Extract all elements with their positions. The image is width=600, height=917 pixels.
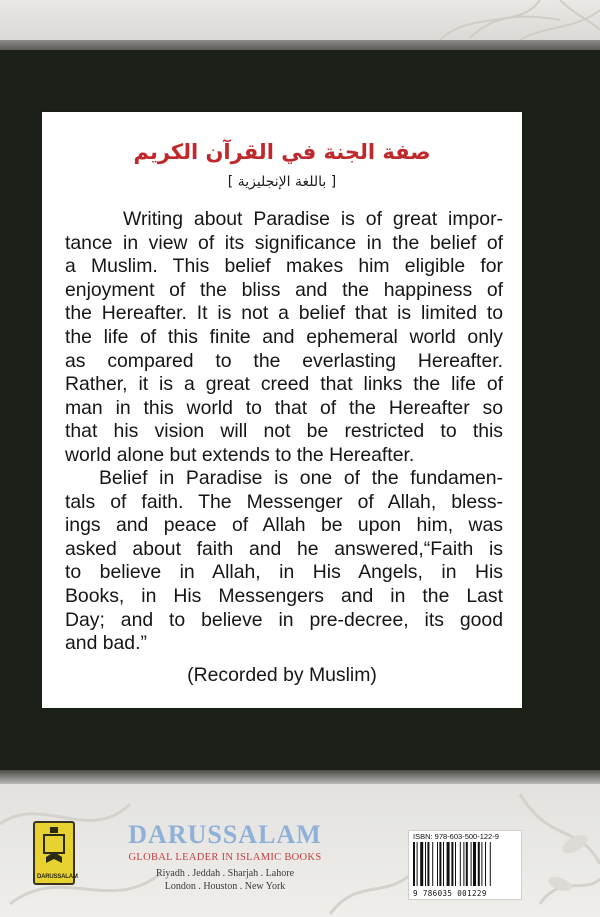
arabic-title: صفة الجنة في القرآن الكريم [133,140,431,164]
publisher-logo [33,821,78,885]
text-line: tance in view of its significance in the belief of [65,231,503,254]
publisher-cities-line-2: London . Houston . New York [164,881,286,892]
text-line: Rather, it is a great creed that links the life of [65,373,503,396]
blurb-paragraph-1 [65,208,503,468]
blurb-paragraph-2 [65,467,503,656]
barcode-digits: 9 786035 001229 [413,889,487,898]
book-emblem-icon [35,825,73,869]
top-decorative-band [0,0,600,40]
text-line: enjoyment of the bliss and the happiness of [65,278,503,301]
barcode-label [408,830,522,900]
publisher-cities-line-1: Riyadh . Jeddah . Sharjah . Lahore [155,868,295,879]
text-line: as compared to the everlasting Hereafter. [65,349,503,372]
barcode-icon [413,842,517,886]
logo-label: DARUSSALAM [37,874,78,880]
isbn-text: ISBN: 978-603-500-122-9 [413,832,499,841]
text-line: and bad.” [65,632,147,655]
top-border-strip [0,40,600,50]
publisher-name: DARUSSALAM [128,820,322,849]
arabic-subtitle: [ باللغة الإنجليزية ] [227,174,337,190]
floral-swirl-ornament [0,0,600,40]
text-line: Day; and to believe in pre-decree, its good [65,608,503,631]
text-line: man in this world to that of the Hereafter so [65,396,503,419]
blurb-card [42,112,522,708]
text-line: Books, in His Messengers and in the Last [65,584,503,607]
text-line: ings and peace of Allah be upon him, was [65,514,503,537]
text-line: Belief in Paradise is one of the fundamen- [99,467,503,489]
text-line: a Muslim. This belief makes him eligible for [65,255,503,278]
publisher-tagline: GLOBAL LEADER IN ISLAMIC BOOKS [128,852,322,863]
text-line: asked about faith and he answered,“Faith is [65,537,503,560]
text-line: tals of faith. The Messenger of Allah, bless- [65,490,503,513]
text-line: Writing about Paradise is of great impor- [123,208,503,230]
text-line: that his vision will not be restricted to this [65,420,503,443]
text-line: world alone but extends to the Hereafter. [65,443,415,466]
text-line: the life of this finite and ephemeral world only [65,325,503,348]
text-line: the Hereafter. It is not a belief that is limited to [65,302,503,325]
panel-bottom-edge [0,770,600,784]
text-line: to believe in Allah, in His Angels, in His [65,561,503,584]
citation: (Recorded by Muslim) [187,664,377,686]
